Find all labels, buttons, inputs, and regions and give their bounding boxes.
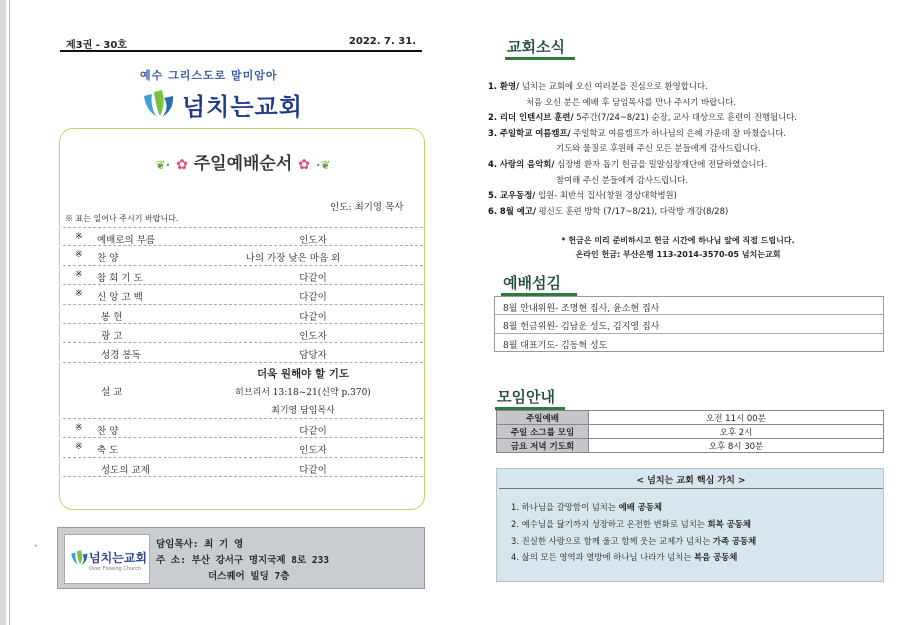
news-text: 심장병 환자 돕기 헌금을 밀알심장재단에 전달하였습니다.: [554, 158, 768, 169]
order-item: 찬 양: [97, 425, 119, 437]
news-label: 4. 사랑의 음악회/: [488, 158, 555, 169]
flower-right-icon: ✿: [298, 157, 310, 173]
order-row: [63, 324, 423, 343]
offering-line-2: 온라인 헌금: 부산은행 113-2014-3570-05 넘치는교회: [575, 250, 781, 259]
address-line-2: 더스퀘어 빌딩 7층: [208, 571, 290, 582]
service-line: 8월 헌금위원- 김남운 성도, 김지영 집사: [495, 315, 883, 333]
value-text: 진실한 사랑으로 함께 울고 함께 웃는 교제가 넘치는: [521, 535, 713, 546]
news-cont: 참여해 주신 분들에게 감사드립니다.: [556, 174, 689, 185]
issue-date: 2022. 7. 31.: [348, 36, 416, 47]
news-label: 6. 8월 예고/: [488, 205, 536, 216]
list-item: [511, 549, 876, 566]
stand-mark: ※: [75, 422, 83, 433]
value-bold: 가족 공동체: [712, 535, 757, 546]
value-number: 4.: [511, 552, 519, 563]
meetings-title-text: 모임안내: [497, 388, 555, 406]
news-text: 주일학교 여름캠프가 하나님의 은혜 가운데 잘 마쳤습니다.: [570, 127, 787, 138]
meeting-time: 오후 2시: [589, 425, 884, 439]
news-item: [488, 157, 868, 173]
order-row: [63, 419, 423, 438]
news-item: [488, 110, 868, 126]
order-item: 예배로의 부름: [97, 235, 156, 246]
core-values-box: [496, 468, 884, 582]
meeting-name: 주일 소그룹 모임: [497, 425, 589, 439]
footer-logo-sub: Over Flowing Church: [89, 566, 142, 572]
service-leader: 인도: 최기영 목사: [330, 202, 404, 213]
meeting-name: 금요 저녁 기도회: [497, 439, 589, 453]
order-who: 다같이: [299, 292, 327, 304]
sermon-preacher: 최기영 담임목사: [271, 405, 335, 416]
order-who: 담당자: [299, 350, 327, 362]
news-label: 5. 교우동정/: [488, 190, 536, 201]
order-item: 성도의 교제: [101, 464, 150, 476]
news-cont: 기도와 물질로 후원해 주신 모든 분들에게 감사드립니다.: [556, 143, 761, 154]
order-row: [63, 227, 423, 246]
news-item: [488, 204, 868, 220]
news-text: 입원- 최반석 집사(창원 경상대학병원): [535, 190, 677, 201]
value-number: 3.: [511, 535, 519, 546]
list-item: [511, 499, 876, 516]
news-text: 평신도 훈련 방학 (7/17~8/21), 다락방 개강(8/28): [536, 205, 729, 216]
order-title-text: 주일예배순서: [193, 154, 293, 174]
order-row: [63, 285, 423, 304]
order-item: 신 앙 고 백: [97, 292, 143, 304]
value-bold: 예배 공동체: [618, 502, 663, 512]
news-title-text: 교회소식: [507, 38, 565, 56]
value-text: 하나님을 갈망함이 넘치는: [521, 502, 619, 512]
church-name: 넘치는교회: [182, 92, 303, 121]
meetings-table: [496, 410, 884, 453]
sermon-scripture: 히브리서 13:18~21(신약 p.370): [235, 387, 371, 398]
footer-leaf-icon: [69, 547, 89, 569]
value-text: 예수님을 닮기까지 성장하고 온전한 변화로 넘치는: [521, 518, 708, 529]
news-label: 1. 환영/: [488, 81, 520, 91]
core-values-title: < 넘치는 교회 핵심 가치 >: [636, 476, 746, 486]
list-item: [511, 516, 876, 533]
order-row: [63, 305, 423, 324]
order-who: 다같이: [299, 311, 327, 323]
meeting-name: 주일예배: [497, 411, 589, 425]
divider: [499, 488, 883, 489]
page-left-rule: [9, 0, 10, 625]
order-who: 다같이: [299, 464, 327, 476]
offering-note: [488, 234, 868, 262]
stand-note: ※ 표는 일어나 주시기 바랍니다.: [65, 214, 179, 223]
order-who: 인도자: [299, 330, 327, 342]
bulletin-header: [60, 34, 422, 52]
order-row: [63, 438, 423, 457]
table-row: [497, 425, 884, 439]
order-item: 찬 양: [97, 253, 119, 265]
sermon-title: 더욱 원해야 할 기도: [256, 367, 350, 380]
news-cont: 처음 오신 분은 예배 후 담임목사를 만나 주시기 바랍니다.: [526, 96, 737, 107]
value-number: 2.: [511, 518, 519, 529]
news-list: [488, 79, 868, 219]
worship-order-title: [60, 149, 426, 174]
order-who: 인도자: [299, 445, 327, 457]
order-who: 다같이: [299, 425, 327, 437]
leaf-logo-icon: [140, 88, 176, 120]
order-row: [63, 458, 423, 477]
order-row: [63, 343, 423, 362]
service-line: 8월 대표기도- 김동혁 성도: [503, 340, 608, 351]
offering-line-1: * 헌금은 미리 준비하시고 헌금 시간에 하나님 앞에 직접 드립니다.: [561, 236, 795, 245]
order-who: 다같이: [299, 272, 327, 284]
title-underline: [505, 57, 575, 60]
service-title-text: 예배섬김: [503, 274, 561, 292]
meetings-section-title: [497, 386, 555, 407]
list-item: [511, 533, 876, 550]
order-item: 광 고: [101, 330, 123, 342]
meeting-time: 오전 11시 00분: [589, 411, 884, 425]
church-motto: 예수 그리스도로 말미암아: [140, 69, 278, 82]
flower-left-icon: ✿: [176, 157, 188, 173]
news-label: 3. 주일학교 여름캠프/: [488, 127, 571, 138]
value-text: 삶의 모든 영역과 열방에 하나님 나라가 넘치는: [521, 552, 695, 563]
service-box: [494, 296, 884, 352]
vine-left-icon: ❦·: [155, 158, 171, 172]
order-item: 성경 봉독: [101, 350, 141, 362]
stand-mark: ※: [75, 250, 83, 261]
address-line-1: 주 소: 부산 강서구 명지국제 8로 233: [156, 555, 330, 566]
news-label: 2. 리더 인텐시브 훈련/: [488, 112, 574, 123]
value-bold: 복음 공동체: [694, 552, 738, 563]
news-text: 5주간(7/24~8/21) 순장, 교사 대상으로 훈련이 진행됩니다.: [573, 112, 797, 123]
volume-number: 제3권 - 30호: [66, 40, 127, 51]
stand-mark: ※: [75, 269, 83, 280]
service-line: 8월 안내위원- 조명현 집사, 윤소현 집사: [495, 297, 883, 315]
value-number: 1.: [511, 502, 519, 512]
church-contact-box: [57, 527, 425, 589]
stand-mark: ※: [75, 289, 83, 300]
order-who: 인도자: [299, 235, 327, 246]
page-left-edge: [0, 0, 6, 625]
news-item: [488, 79, 868, 95]
service-section-title: [503, 272, 561, 293]
sermon-row: [63, 363, 423, 419]
table-row: [497, 411, 884, 425]
footer-logo: [64, 534, 150, 584]
vine-right-icon: ·❦: [315, 158, 331, 172]
news-text: 넘치는 교회에 오신 여러분을 진심으로 환영합니다.: [519, 81, 708, 91]
footer-logo-name: 넘치는교회: [89, 551, 147, 565]
core-values-list: [511, 499, 876, 566]
hymn-title: 나의 가장 낮은 마음 외: [245, 253, 341, 265]
news-item: [488, 126, 868, 142]
stand-mark: ※: [75, 442, 83, 453]
stray-mark: ˋ: [34, 545, 39, 555]
stand-mark: ※: [75, 232, 83, 242]
order-row: [63, 266, 423, 285]
order-item: 축 도: [97, 445, 119, 457]
news-section-title: [507, 36, 565, 57]
order-rows: [63, 227, 423, 477]
order-item: 설 교: [101, 386, 123, 398]
pastor-line: 담임목사: 최 기 영: [156, 539, 244, 550]
order-row: [63, 246, 423, 265]
news-item: [488, 188, 868, 204]
order-item: 참 회 기 도: [97, 272, 143, 284]
value-bold: 회복 공동체: [707, 518, 751, 529]
church-logo: [140, 86, 303, 122]
meeting-time: 오후 8시 30분: [589, 439, 884, 453]
order-item: 봉 헌: [101, 311, 123, 323]
table-row: [497, 439, 884, 453]
